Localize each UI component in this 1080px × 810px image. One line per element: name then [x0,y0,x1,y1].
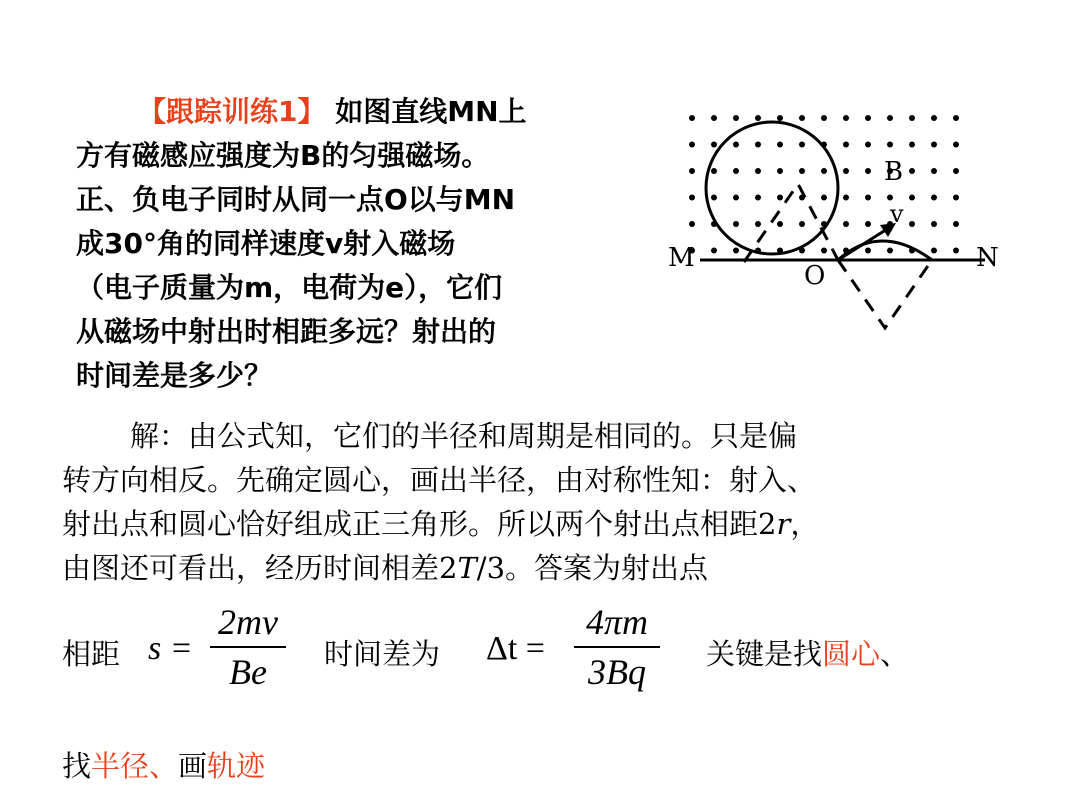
fraction-bar [210,646,286,648]
label-v: v [890,200,904,228]
field-dot [865,195,871,201]
field-dot [799,115,805,121]
field-dot [931,195,937,201]
field-dot [909,221,915,227]
field-dot [821,115,827,121]
answer-formulas [62,600,1062,710]
fraction-bar [574,646,660,648]
field-dot [931,221,937,227]
field-dot [843,195,849,201]
field-dot [843,221,849,227]
field-dot [733,195,739,201]
distance-numerator: 2mv [218,602,278,642]
field-dot [755,115,761,121]
field-dot [821,168,827,174]
field-dot [931,168,937,174]
field-dot [953,168,959,174]
problem-line-6: 从磁场中射出时相距多远？射出的 [76,315,497,348]
field-dot [953,248,959,254]
problem-line-5: （电子质量为m，电荷为e），它们 [76,271,503,304]
field-dot [755,168,761,174]
label-m: M [668,243,695,273]
magnetic-field-diagram [660,100,1005,340]
field-dot [865,115,871,121]
problem-line-2: 方有磁感应强度为B的匀强磁场。 [76,139,490,172]
problem-statement [76,90,636,398]
field-dot [777,115,783,121]
field-dot [865,248,871,254]
velocity-arrow [838,226,892,260]
field-dot [953,221,959,227]
time-label: 时间差为 [324,637,441,671]
field-dot [843,168,849,174]
field-dot [733,115,739,121]
field-dot [931,142,937,148]
field-dot [755,142,761,148]
field-dot [711,248,717,254]
field-dot [777,168,783,174]
field-dot [711,115,717,121]
solution-line-4: 由图还可看出，经历时间相差2T/3。答案为射出点 [62,551,709,585]
field-dot [821,195,827,201]
field-dot [755,195,761,201]
field-dot [887,115,893,121]
field-dot [777,142,783,148]
field-dot [953,195,959,201]
solution-line-2: 转方向相反。先确定圆心，画出半径，由对称性知：射入、 [62,463,817,497]
field-dot [887,248,893,254]
field-dot [733,142,739,148]
field-dot [711,142,717,148]
solution-line-3: 射出点和圆心恰好组成正三角形。所以两个射出点相距2r， [62,507,820,541]
field-dot [931,248,937,254]
field-dot [909,195,915,201]
field-dot [799,142,805,148]
problem-line-4: 成30°角的同样速度v射入磁场 [76,227,456,260]
field-dot [711,168,717,174]
label-b: B [884,157,904,187]
field-dot [887,142,893,148]
field-dot [755,221,761,227]
solution-text [62,414,1022,590]
field-dot [821,248,827,254]
field-dot [843,142,849,148]
field-dot [777,221,783,227]
lower-radius-triangle [838,260,932,328]
field-dot [799,221,805,227]
field-dot [865,142,871,148]
solution-line-1: 解：由公式知，它们的半径和周期是相同的。只是偏 [130,419,798,453]
field-dot [953,142,959,148]
field-dot [689,221,695,227]
key-point: 关键是找圆心、 [706,637,910,671]
problem-tag: 【跟踪训练1】 [138,95,326,128]
time-fraction [574,600,660,694]
label-o: O [804,261,826,291]
problem-line-3: 正、负电子同时从同一点O以与MN [76,183,516,216]
field-dot [689,115,695,121]
field-dot [931,115,937,121]
label-n: N [976,243,999,273]
field-dot [843,115,849,121]
field-dot [953,115,959,121]
field-dot [909,168,915,174]
field-dot [733,221,739,227]
time-denominator: 3Bq [588,652,646,692]
field-dot [689,168,695,174]
field-dot [799,168,805,174]
field-dot [711,195,717,201]
field-dot [733,248,739,254]
field-dot [865,221,871,227]
field-dot [777,195,783,201]
field-dot [909,115,915,121]
distance-denominator: Be [229,652,267,692]
time-lhs: Δt = [486,630,545,667]
distance-label: 相距 [62,637,121,671]
key-steps-line: 找半径、画轨迹 [62,749,266,783]
field-dot [689,195,695,201]
time-numerator: 4πm [585,602,649,642]
field-dot [689,142,695,148]
distance-lhs: s = [148,630,193,667]
field-dot [865,168,871,174]
problem-line-7: 时间差是多少？ [76,359,273,392]
field-dot [733,168,739,174]
problem-line-1: 【跟踪训练1】 如图直线MN上 [138,95,527,128]
positron-trajectory-circle [706,122,838,254]
distance-fraction [210,600,286,694]
field-dot [909,142,915,148]
